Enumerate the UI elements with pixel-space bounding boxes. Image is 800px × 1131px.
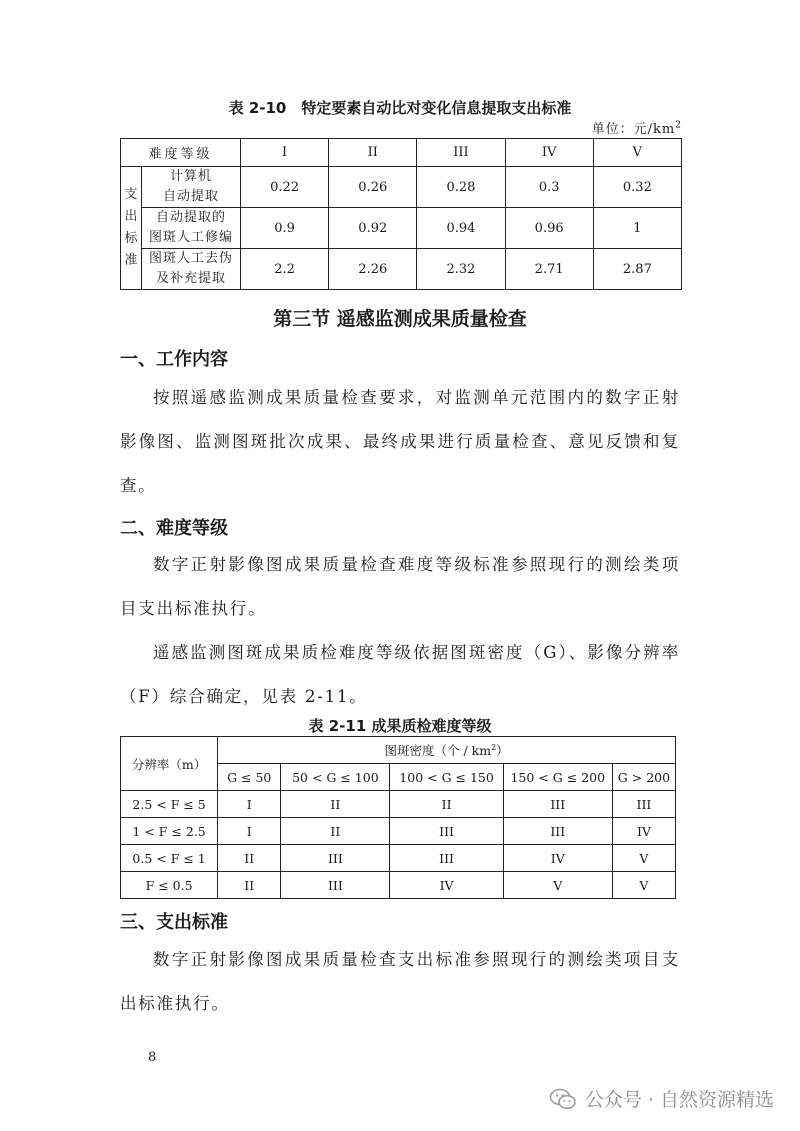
table1-title: 表 2-10 特定要素自动比对变化信息提取支出标准: [228, 99, 572, 117]
table2: [120, 736, 676, 899]
paragraph-expenditure: 数字正射影像图成果质量检查支出标准参照现行的测绘类项目支出标准执行。: [120, 950, 680, 1013]
table-cell: 0.94: [417, 208, 505, 249]
table-cell: 1: [593, 208, 681, 249]
table-cell: III: [390, 845, 503, 872]
table1-side-label: 支 出 标 准: [121, 167, 142, 290]
table-cell: 2.26: [329, 249, 417, 290]
table2-row-label: F ≤ 0.5: [121, 872, 218, 899]
table-cell: 0.32: [593, 167, 681, 208]
table-cell: II: [218, 872, 281, 899]
table-cell: 0.3: [505, 167, 593, 208]
subsection-heading-work-content: 一、工作内容: [120, 349, 228, 370]
table-cell: I: [218, 791, 281, 818]
page-number: 8: [148, 1050, 157, 1065]
table-row: [121, 167, 682, 208]
table-row: [121, 845, 676, 872]
table2-row-label: 2.5 < F ≤ 5: [121, 791, 218, 818]
table-cell: 2.2: [241, 249, 329, 290]
table-cell: 0.22: [241, 167, 329, 208]
table-row: [121, 208, 682, 249]
table1-grade: II: [329, 139, 417, 167]
table-row: [121, 872, 676, 899]
table-cell: V: [612, 845, 675, 872]
table2-row-label: 0.5 < F ≤ 1: [121, 845, 218, 872]
section-title: 第三节 遥感监测成果质量检查: [273, 308, 527, 330]
table1-row-label: 计算机 自动提取: [142, 167, 241, 208]
table-cell: III: [281, 845, 390, 872]
table-cell: 0.9: [241, 208, 329, 249]
table-cell: II: [281, 791, 390, 818]
table-cell: IV: [612, 818, 675, 845]
table-cell: 2.32: [417, 249, 505, 290]
table1-grade: IV: [505, 139, 593, 167]
table-cell: 0.92: [329, 208, 417, 249]
table2-col-header: 100 < G ≤ 150: [390, 764, 503, 791]
table-cell: III: [612, 791, 675, 818]
table-cell: I: [218, 818, 281, 845]
table1-grade: V: [593, 139, 681, 167]
table-cell: 0.96: [505, 208, 593, 249]
table-cell: 2.87: [593, 249, 681, 290]
table-cell: 0.28: [417, 167, 505, 208]
table1: [120, 138, 682, 290]
table2-title: 表 2-11 成果质检难度等级: [308, 717, 492, 735]
table-row: [121, 249, 682, 290]
table-cell: II: [281, 818, 390, 845]
table-row: [121, 818, 676, 845]
table-cell: II: [218, 845, 281, 872]
table-cell: IV: [390, 872, 503, 899]
table-cell: V: [612, 872, 675, 899]
table1-grade: III: [417, 139, 505, 167]
table-cell: III: [390, 818, 503, 845]
paragraph-difficulty-2: 遥感监测图斑成果质检难度等级依据图斑密度（G）、影像分辨率（F）综合确定，见表 2-11。: [120, 643, 680, 706]
table-row: [121, 791, 676, 818]
table2-col-header: G ≤ 50: [218, 764, 281, 791]
table1-header-row: [121, 139, 682, 167]
table-cell: III: [503, 791, 612, 818]
table-cell: 0.26: [329, 167, 417, 208]
table2-row-header: 分辨率（m）: [121, 737, 218, 791]
table1-row-label: 自动提取的 图斑人工修编: [142, 208, 241, 249]
wechat-icon: [549, 1088, 577, 1110]
table-cell: II: [390, 791, 503, 818]
table2-row-label: 1 < F ≤ 2.5: [121, 818, 218, 845]
paragraph-work-content: 按照遥感监测成果质量检查要求，对监测单元范围内的数字正射影像图、监测图斑批次成果、最终成果进行质量检查、意见反馈和复查。: [120, 388, 680, 495]
table2-header-row: [121, 737, 676, 764]
paragraph-difficulty-1: 数字正射影像图成果质量检查难度等级标准参照现行的测绘类项目支出标准执行。: [120, 555, 680, 618]
table1-row-label: 图斑人工去伪 及补充提取: [142, 249, 241, 290]
table2-col-header: 50 < G ≤ 100: [281, 764, 390, 791]
table2-col-header: 150 < G ≤ 200: [503, 764, 612, 791]
table1-grade-label: 难度等级: [121, 139, 241, 167]
subsection-heading-expenditure: 三、支出标准: [120, 912, 228, 933]
table1-unit: 单位：元$/km^2$: [591, 120, 682, 137]
table2-col-group: 图斑密度（个 / $km^2$）: [218, 737, 676, 764]
table2-col-header: G > 200: [612, 764, 675, 791]
watermark-text: 公众号 · 自然资源精选: [584, 1089, 774, 1111]
table-cell: 2.71: [505, 249, 593, 290]
table-cell: V: [503, 872, 612, 899]
table-cell: IV: [503, 845, 612, 872]
watermark: [549, 1085, 774, 1112]
subsection-heading-difficulty: 二、难度等级: [120, 518, 228, 539]
table-cell: III: [281, 872, 390, 899]
table1-grade: I: [241, 139, 329, 167]
table-cell: III: [503, 818, 612, 845]
